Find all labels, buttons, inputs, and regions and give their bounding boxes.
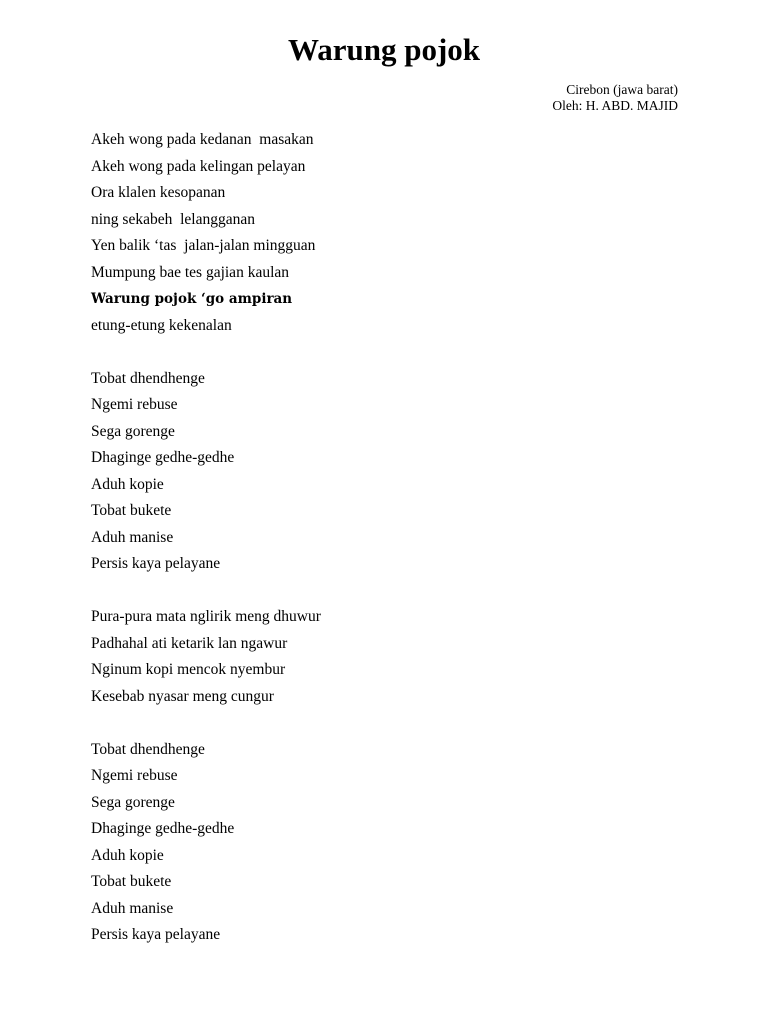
poem-line: Yen balik ‘tas jalan-jalan mingguan [91,237,316,254]
poem-line: Aduh kopie [91,475,164,493]
poem-line: Persis kaya pelayane [91,555,221,572]
poem-line: Aduh manise [91,899,174,917]
poem-line: Padhahal ati ketarik lan ngawur [91,634,288,652]
poem-line: Akeh wong pada kedanan masakan [91,131,314,148]
poem-line: Nginum kopi mencok nyembur [91,661,286,678]
poem-author: Oleh: H. ABD. MAJID [552,98,678,113]
poem-line: Tobat dhendhenge [91,740,205,758]
poem-line: Pura-pura mata nglirik meng dhuwur [91,608,321,625]
poem-line: Warung pojok ‘go ampiran [91,291,293,307]
poem-line: Tobat bukete [91,502,172,519]
poem-meta [552,82,678,114]
poem-line: Persis kaya pelayane [91,926,221,943]
poem-line: Tobat dhendhenge [91,369,205,387]
poem-body [91,127,691,975]
poem-line: Aduh manise [91,528,174,546]
poem-line: Dhaginge gedhe-gedhe [91,449,235,466]
poem-line: Sega gorenge [91,793,175,811]
poem-title: Warung pojok [287,32,481,67]
poem-line: Sega gorenge [91,422,175,440]
poem-line: Ora klalen kesopanan [91,184,226,201]
poem-line: etung-etung kekenalan [91,316,232,334]
poem-line: ning sekabeh lelangganan [91,210,255,228]
stanza-2 [91,366,691,578]
poem-line: Mumpung bae tes gajian kaulan [91,263,290,281]
poem-line: Ngemi rebuse [91,396,178,413]
poem-line: Dhaginge gedhe-gedhe [91,820,235,837]
poem-line: Tobat bukete [91,873,172,890]
poem-line: Kesebab nyasar meng cungur [91,687,274,705]
poem-origin: Cirebon (jawa barat) [566,82,678,97]
stanza-4 [91,737,691,949]
poem-line: Akeh wong pada kelingan pelayan [91,157,306,175]
poem-line: Aduh kopie [91,846,164,864]
stanza-1 [91,127,691,339]
stanza-3 [91,604,691,710]
poem-line: Ngemi rebuse [91,767,178,784]
